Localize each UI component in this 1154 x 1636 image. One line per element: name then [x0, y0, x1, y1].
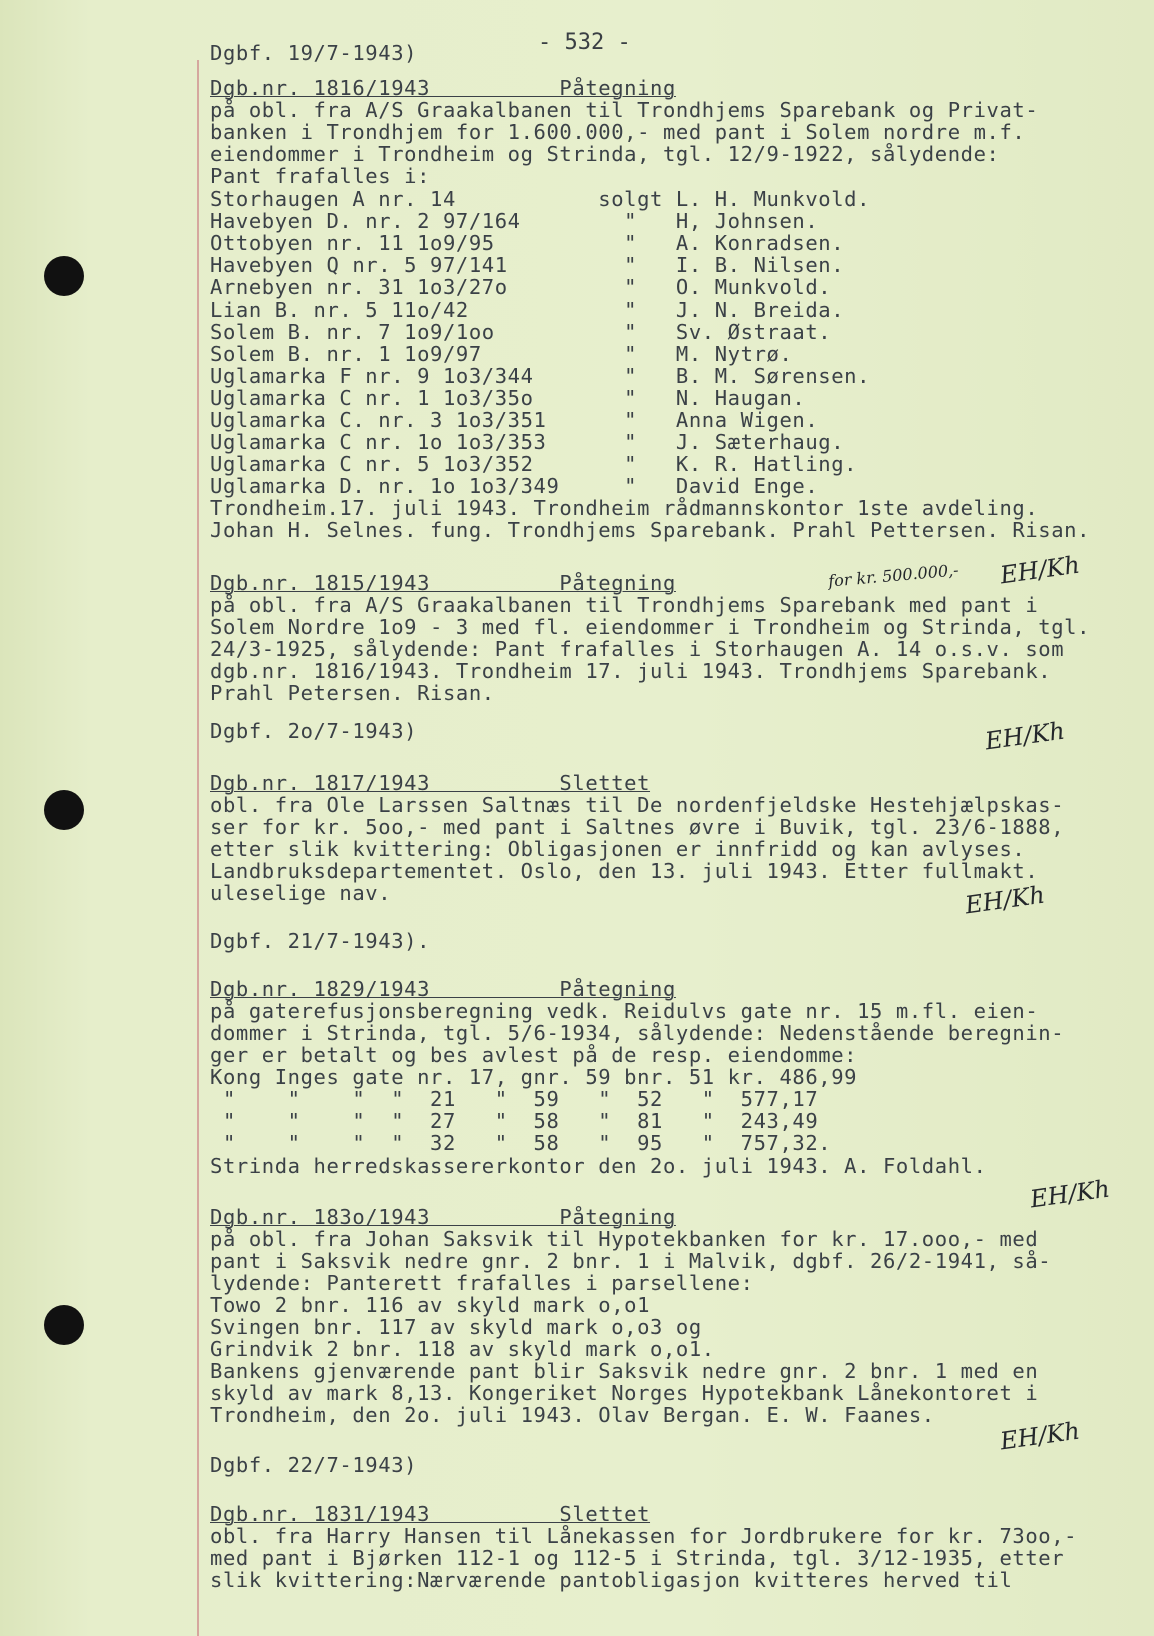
- text-line: " " " " 32 " 58 " 95 " 757,32.: [210, 1131, 832, 1155]
- text-line: Storhaugen A nr. 14 solgt L. H. Munkvold.: [210, 187, 871, 211]
- text-line: på obl. fra Johan Saksvik til Hypotekbanken for kr. 17.ooo,- med: [210, 1227, 1039, 1251]
- text-line: Dgbf. 19/7-1943): [210, 41, 418, 65]
- text-line: ger er betalt og bes avlest på de resp. eiendomme:: [210, 1043, 858, 1067]
- text-line: " " " " 27 " 58 " 81 " 243,49: [210, 1109, 819, 1133]
- handwritten-initials: EH/Kh: [1028, 1174, 1112, 1214]
- entry-heading: Dgb.nr. 1831/1943 Slettet: [210, 1502, 651, 1526]
- text-line: Pant frafalles i:: [210, 164, 431, 188]
- text-line: på obl. fra A/S Graakalbanen til Trondhjems Sparebank med pant i: [210, 593, 1039, 617]
- text-line: Svingen bnr. 117 av skyld mark o,o3 og: [210, 1315, 702, 1339]
- text-line: obl. fra Ole Larssen Saltnæs til De nordenfjeldske Hestehjælpskas-: [210, 793, 1065, 817]
- text-line: Uglamarka C nr. 1o 1o3/353 " J. Sæterhaug.: [210, 430, 845, 454]
- punch-hole: [44, 1305, 84, 1345]
- text-line: Bankens gjenværende pant blir Saksvik nedre gnr. 2 bnr. 1 med en: [210, 1359, 1039, 1383]
- text-line: Dgbf. 21/7-1943).: [210, 929, 431, 953]
- text-line: " " " " 21 " 59 " 52 " 577,17: [210, 1087, 819, 1111]
- handwritten-initials: EH/Kh: [998, 550, 1082, 590]
- text-line: slik kvittering:Nærværende pantobligasjon kvitteres herved til: [210, 1568, 1013, 1592]
- text-line: Prahl Petersen. Risan.: [210, 681, 495, 705]
- text-line: Solem Nordre 1o9 - 3 med fl. eiendommer i Trondheim og Strinda, tgl.: [210, 615, 1091, 639]
- text-line: ser for kr. 5oo,- med pant i Saltnes øvre i Buvik, tgl. 23/6-1888,: [210, 815, 1065, 839]
- text-line: Arnebyen nr. 31 1o3/27o " O. Munkvold.: [210, 275, 832, 299]
- punch-hole: [44, 256, 84, 296]
- text-line: Solem B. nr. 1 1o9/97 " M. Nytrø.: [210, 342, 793, 366]
- text-line: med pant i Bjørken 112-1 og 112-5 i Strinda, tgl. 3/12-1935, etter: [210, 1546, 1065, 1570]
- text-line: pant i Saksvik nedre gnr. 2 bnr. 1 i Malvik, dgbf. 26/2-1941, så-: [210, 1249, 1052, 1273]
- text-line: Uglamarka C nr. 5 1o3/352 " K. R. Hatling.: [210, 452, 858, 476]
- page-number: - 532 -: [538, 30, 631, 55]
- text-line: dgb.nr. 1816/1943. Trondheim 17. juli 1943. Trondhjems Sparebank.: [210, 659, 1052, 683]
- punch-hole: [44, 790, 84, 830]
- text-line: etter slik kvittering: Obligasjonen er innfridd og kan avlyses.: [210, 837, 1026, 861]
- handwritten-initials: EH/Kh: [963, 880, 1047, 920]
- text-line: Kong Inges gate nr. 17, gnr. 59 bnr. 51 kr. 486,99: [210, 1065, 858, 1089]
- text-line: Johan H. Selnes. fung. Trondhjems Sparebank. Prahl Pettersen. Risan.: [210, 518, 1091, 542]
- text-line: Towo 2 bnr. 116 av skyld mark o,o1: [210, 1293, 651, 1317]
- entry-heading: Dgb.nr. 1817/1943 Slettet: [210, 771, 651, 795]
- text-line: på gaterefusjonsberegning vedk. Reidulvs gate nr. 15 m.fl. eien-: [210, 999, 1039, 1023]
- text-line: banken i Trondhjem for 1.600.000,- med pant i Solem nordre m.f.: [210, 120, 1026, 144]
- text-line: Uglamarka C. nr. 3 1o3/351 " Anna Wigen.: [210, 408, 819, 432]
- text-line: Uglamarka F nr. 9 1o3/344 " B. M. Sørensen.: [210, 364, 871, 388]
- text-line: Grindvik 2 bnr. 118 av skyld mark o,o1.: [210, 1337, 715, 1361]
- text-line: uleselige nav.: [210, 881, 392, 905]
- text-line: Strinda herredskassererkontor den 2o. juli 1943. A. Foldahl.: [210, 1154, 987, 1178]
- text-line: skyld av mark 8,13. Kongeriket Norges Hypotekbank Lånekontoret i: [210, 1381, 1039, 1405]
- text-line: dommer i Strinda, tgl. 5/6-1934, sålydende: Nedenstående beregnin-: [210, 1021, 1065, 1045]
- text-line: Dgbf. 22/7-1943): [210, 1453, 418, 1477]
- text-line: Dgbf. 2o/7-1943): [210, 719, 418, 743]
- text-line: Solem B. nr. 7 1o9/1oo " Sv. Østraat.: [210, 320, 832, 344]
- entry-heading: Dgb.nr. 1815/1943 Påtegning: [210, 571, 676, 595]
- text-line: Lian B. nr. 5 11o/42 " J. N. Breida.: [210, 298, 845, 322]
- text-line: 24/3-1925, sålydende: Pant frafalles i Storhaugen A. 14 o.s.v. som: [210, 637, 1065, 661]
- text-line: lydende: Panterett frafalles i parsellene:: [210, 1271, 754, 1295]
- margin-line: [197, 60, 199, 1636]
- text-line: Trondheim, den 2o. juli 1943. Olav Bergan. E. W. Faanes.: [210, 1403, 935, 1427]
- text-line: Uglamarka D. nr. 1o 1o3/349 " David Enge.: [210, 474, 819, 498]
- text-line: på obl. fra A/S Graakalbanen til Trondhjems Sparebank og Privat-: [210, 98, 1039, 122]
- text-line: Landbruksdepartementet. Oslo, den 13. juli 1943. Etter fullmakt.: [210, 859, 1039, 883]
- text-line: Havebyen Q nr. 5 97/141 " I. B. Nilsen.: [210, 253, 845, 277]
- handwritten-initials: EH/Kh: [998, 1416, 1082, 1456]
- handwritten-note: for kr. 500.000,-: [827, 560, 960, 591]
- entry-heading: Dgb.nr. 1816/1943 Påtegning: [210, 76, 676, 100]
- entry-heading: Dgb.nr. 183o/1943 Påtegning: [210, 1205, 676, 1229]
- text-line: obl. fra Harry Hansen til Lånekassen for Jordbrukere for kr. 73oo,-: [210, 1524, 1078, 1548]
- entry-heading: Dgb.nr. 1829/1943 Påtegning: [210, 977, 676, 1001]
- text-line: Havebyen D. nr. 2 97/164 " H, Johnsen.: [210, 209, 819, 233]
- text-line: eiendommer i Trondheim og Strinda, tgl. 12/9-1922, sålydende:: [210, 142, 1000, 166]
- text-line: Uglamarka C nr. 1 1o3/35o " N. Haugan.: [210, 386, 806, 410]
- handwritten-initials: EH/Kh: [983, 716, 1067, 756]
- text-line: Trondheim.17. juli 1943. Trondheim rådmannskontor 1ste avdeling.: [210, 496, 1039, 520]
- text-line: Ottobyen nr. 11 1o9/95 " A. Konradsen.: [210, 231, 845, 255]
